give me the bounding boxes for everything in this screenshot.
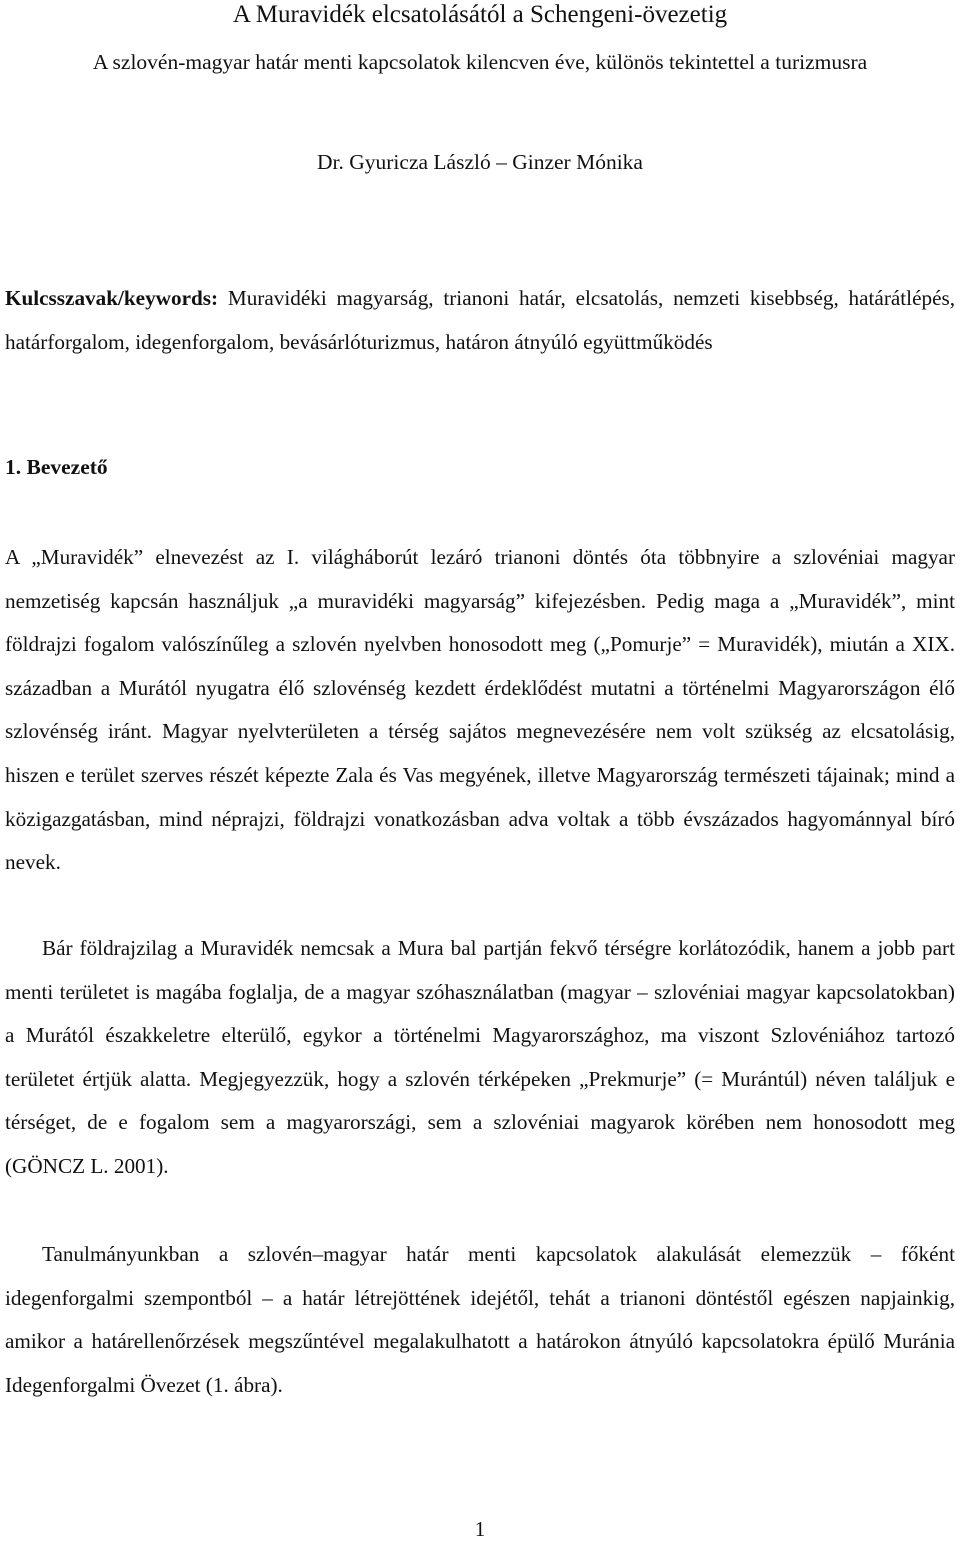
keywords-text: Muravidéki magyarság, trianoni határ, elcsatolás, nemzeti kisebbség, határátlépés, határforgalom, idegenforgalom, bevásárlóturizmus, határon átnyúló együttműködés: [5, 286, 956, 354]
paragraph-2: Bár földrajzilag a Muravidék nemcsak a Mura bal partján fekvő térségre korlátozódik, hanem a jobb part menti területet is magába foglalja, de a magyar szóhasználatban (magyar – szlovéniai magyar kapcsolatokban) a Murától északkeletre elterülő, egykor a történelmi Magyarországhoz, ma viszont Szlovéniához tartozó területet értjük alatta. Megjegyezzük, hogy a szlovén térképeken „Prekmurje” (= Murántúl) néven találjuk e térséget, de e fogalom sem a magyarországi, sem a szlovéniai magyarok körében nem honosodott meg (GÖNCZ L. 2001).: [5, 936, 955, 1178]
keywords-block: [5, 276, 955, 364]
document-subtitle: A szlovén-magyar határ menti kapcsolatok kilencven éve, különös tekintettel a turizmusra: [92, 50, 868, 74]
document-title: A Muravidék elcsatolásától a Schengeni-övezetig: [232, 1, 728, 28]
paragraph-3: Tanulmányunkban a szlovén–magyar határ menti kapcsolatok alakulását elemezzük – főként idegenforgalmi szempontból – a határ létrejöttének idejétől, tehát a trianoni döntéstől egészen napjainkig, amikor a határellenőrzések megszűntével megalakulhatott a határokon átnyúló kapcsolatokra épülő Muránia Idegenforgalmi Övezet (1. ábra).: [5, 1242, 955, 1397]
keywords-label: Kulcsszavak/keywords:: [5, 286, 219, 310]
section-heading: 1. Bevezető: [5, 455, 108, 479]
author-line: Dr. Gyuricza László – Ginzer Mónika: [317, 150, 643, 174]
page-number: 1: [474, 1517, 486, 1541]
paragraph-1: A „Muravidék” elnevezést az I. világháborút lezáró trianoni döntés óta többnyire a szlovéniai magyar nemzetiség kapcsán használjuk „a muravidéki magyarság” kifejezésben. Pedig maga a „Muravidék”, mint földrajzi fogalom valószínűleg a szlovén nyelvben honosodott meg („Pomurje” = Muravidék), miután a XIX. században a Murától nyugatra élő szlovénség kezdett érdeklődést mutatni a történelmi Magyarországon élő szlovénség iránt. Magyar nyelvterületen a térség sajátos megnevezésére nem volt szükség az elcsatolásig, hiszen e terület szerves részét képezte Zala és Vas megyének, illetve Magyarország természeti tájainak; mind a közigazgatásban, mind néprajzi, földrajzi vonatkozásban adva voltak a több évszázados hagyománnyal bíró nevek.: [5, 545, 955, 875]
